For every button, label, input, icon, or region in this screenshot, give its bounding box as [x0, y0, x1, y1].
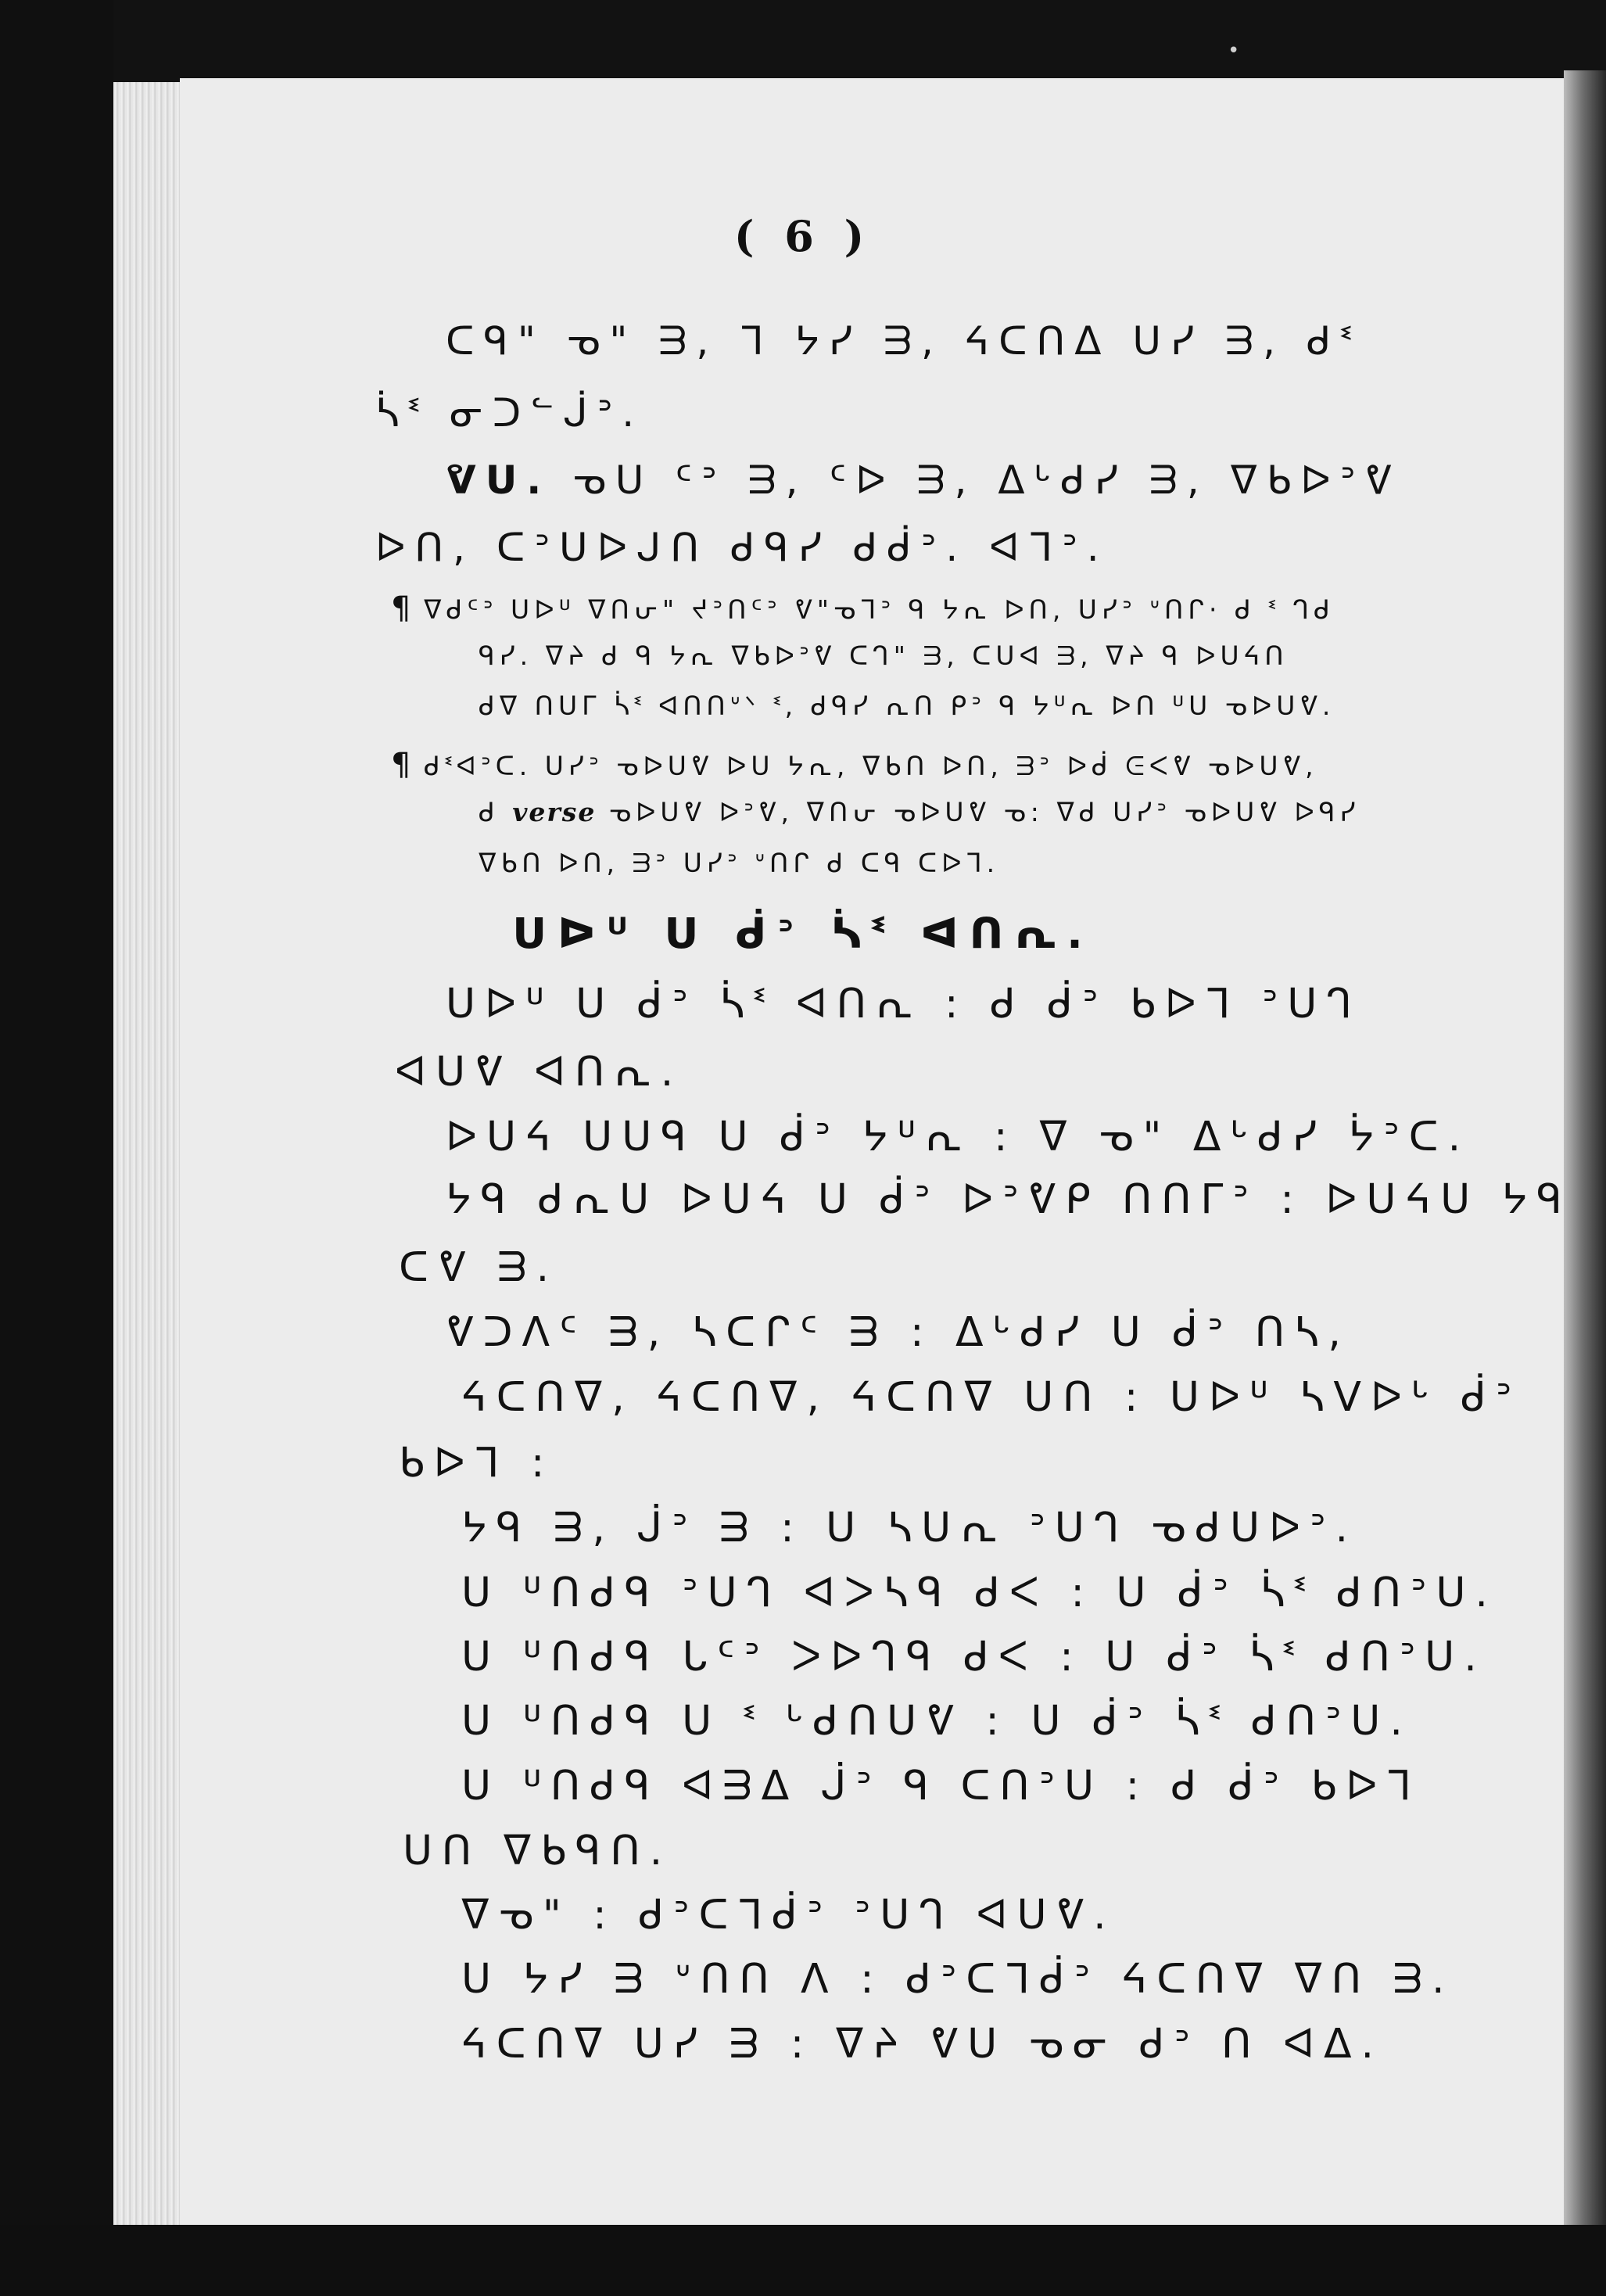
text-line: ᑕᑫ" ᓀ" ᗱ, ᒣ ᔭᓯ ᗱ, ᔦᑕᑎᐃ ᑌᓯ ᗱ, ᑯᓫ	[446, 318, 1360, 364]
text-line: ᐅᑎ, ᑕᐣᑌᐅᒍᑎ ᑯᑫᓯ ᑯᑰᐣ. ᐊᒣᐣ.	[375, 525, 1109, 570]
text-line: ᔦᑕᑎᐁ, ᔦᑕᑎᐁ, ᔦᑕᑎᐁ ᑌᑎ : ᑌᐅᓑ ᓴᐯᐅᒡ ᑰᐣ	[461, 1374, 1522, 1421]
note-line: ᑯᐁ ᑎᑌᒥ ᓵᓫ ᐊᑎᑎᐡᐠ ᓫ, ᑯᑫᓯ ᕆᑎ ᑭᐣ ᑫ ᔭᓑᕆ ᐅᑎ ᓑᑌ ᓀᐅᑌᕓ.	[479, 691, 1335, 721]
text-line: ᑌ ᓑᑎᑯᑫ ᑌ ᓫ ᒡᑯᑎᑌᕓ : ᑌ ᑰᐣ ᓵᓫ ᑯᑎᐣᑌ.	[461, 1698, 1412, 1745]
text-line: ᓵᓫ ᓂᑐᓪᒎᐣ.	[375, 390, 644, 436]
note-line	[391, 590, 1335, 626]
text-line: ᐁᓀ" : ᑯᐣᑕᒣᑰᐣ ᐣᑌᒉ ᐊᑌᕓ.	[461, 1892, 1116, 1939]
latin-word: verse	[512, 797, 597, 827]
text-line: ᐅᑌᔦ ᑌᑌᑫ ᑌ ᑰᐣ ᔭᓑᕆ : ᐁ ᓀ" ᐃᒡᑯᓯ ᔮᐣᑕ.	[446, 1114, 1471, 1161]
paragraph-text: ᓀᑌ ᑦᐣ ᗱ, ᑦᐅ ᗱ, ᐃᒡᑯᓯ ᗱ, ᐁᑲᐅᐣᕓ	[572, 457, 1401, 503]
note-line	[391, 747, 1318, 783]
note-line: ᐁᑲᑎ ᐅᑎ, ᗱᐣ ᑌᓯᐣ ᐡᑎᒋ ᑯ ᑕᑫ ᑕᐅᒣ.	[479, 848, 1000, 878]
text-line: ᔭᑫ ᗱ, ᒎᐣ ᗱ : ᑌ ᓴᑌᕆ ᐣᑌᒉ ᓀᑯᑌᐅᐣ.	[461, 1505, 1358, 1552]
pilcrow-icon: ¶	[391, 590, 411, 626]
pilcrow-icon: ¶	[391, 747, 411, 783]
text-line: ᑌ ᓑᑎᑯᑫ ᒐᑦᐣ ᐳᐅᒉᑫ ᑯᐸ : ᑌ ᑰᐣ ᓵᓫ ᑯᑎᐣᑌ.	[461, 1634, 1486, 1681]
lead-word: ᕓᑌ.	[446, 457, 551, 503]
text-line: ᑌᐅᓑ ᑌ ᑰᐣ ᓵᓫ ᐊᑎᕆ : ᑯ ᑰᐣ ᑲᐅᒣ ᐣᑌᒉ	[446, 981, 1362, 1028]
text-line: ᑌᑎ ᐁᑲᑫᑎ.	[403, 1828, 672, 1874]
note-text: ᐁᑯᑦᐣ ᑌᐅᓑ ᐁᑎᕂ" ᔪᐣᑎᑦᐣ ᕓ"ᓀᒣᐣ ᑫ ᔭᕆ ᐅᑎ, ᑌᓯᐣ ᐡᑎᒋ· ᑯ ᓫ ᒉᑯ	[423, 594, 1335, 625]
note-text: ᑯ	[479, 797, 500, 827]
note-line: ᑫᓯ. ᐁᔨ ᑯ ᑫ ᔭᕆ ᐁᑲᐅᐣᕓ ᑕᒉ" ᗱ, ᑕᑌᐊ ᗱ, ᐁᔨ ᑫ ᐅᑌᔦᑎ	[479, 640, 1289, 671]
text-line: ᑌ ᓑᑎᑯᑫ ᐊᗱᐃ ᒎᐣ ᑫ ᑕᑎᐣᑌ : ᑯ ᑰᐣ ᑲᐅᒣ	[461, 1763, 1421, 1810]
paragraph-line	[446, 458, 1401, 504]
text-line: ᔦᑕᑎᐁ ᑌᓯ ᗱ : ᐁᔨ ᕓᑌ ᓀᓂ ᑯᐣ ᑎ ᐊᐃ.	[461, 2021, 1384, 2068]
text-line: ᔭᑫ ᑯᕆᑌ ᐅᑌᔦ ᑌ ᑰᐣ ᐅᐣᕓᑭ ᑎᑎᒥᐣ : ᐅᑌᔦᑌ ᔭᑫ	[446, 1176, 1572, 1223]
text-line: ᐊᑌᕓ ᐊᑎᕆ.	[395, 1049, 683, 1096]
note-text: ᓀᐅᑌᕓ ᐅᐣᕓ, ᐁᑎᕂ ᓀᐅᑌᕓ ᓀ: ᐁᑯ ᑌᓯᐣ ᓀᐅᑌᕓ ᐅᑫᓯ	[608, 797, 1360, 827]
page-number: ( 6 )	[733, 211, 873, 261]
section-heading: ᑌᐅᓑ ᑌ ᑰᐣ ᓵᓫ ᐊᑎᕆ.	[512, 909, 1094, 958]
text-line: ᑌ ᔭᓯ ᗱ ᐡᑎᑎ ᐱ : ᑯᐣᑕᒣᑰᐣ ᔦᑕᑎᐁ ᐁᑎ ᗱ.	[461, 1956, 1454, 2003]
note-text: ᑌᓯᐣ ᓀᐅᑌᕓ ᐅᑌ ᔭᕆ, ᐁᑲᑎ ᐅᑎ, ᗱᐣ ᐅᑰ ᕮᐸᕓ ᓀᐅᑌᕓ,	[544, 751, 1318, 781]
text-line: ᑕᕓ ᗱ.	[399, 1244, 559, 1291]
dust-speck: •	[1228, 39, 1240, 63]
text-line: ᑲᐅᒣ :	[399, 1440, 554, 1487]
note-text: ᑯᓫᐊᐣᑕ.	[423, 751, 532, 781]
note-line	[479, 798, 1360, 827]
text-line: ᕓᑐᐱᑦ ᗱ, ᓴᑕᒋᑦ ᗱ : ᐃᒡᑯᓯ ᑌ ᑰᐣ ᑎᓴ,	[446, 1309, 1350, 1356]
text-line: ᑌ ᓑᑎᑯᑫ ᐣᑌᒉ ᐊᐳᓴᑫ ᑯᐸ : ᑌ ᑰᐣ ᓵᓫ ᑯᑎᐣᑌ.	[461, 1570, 1497, 1616]
